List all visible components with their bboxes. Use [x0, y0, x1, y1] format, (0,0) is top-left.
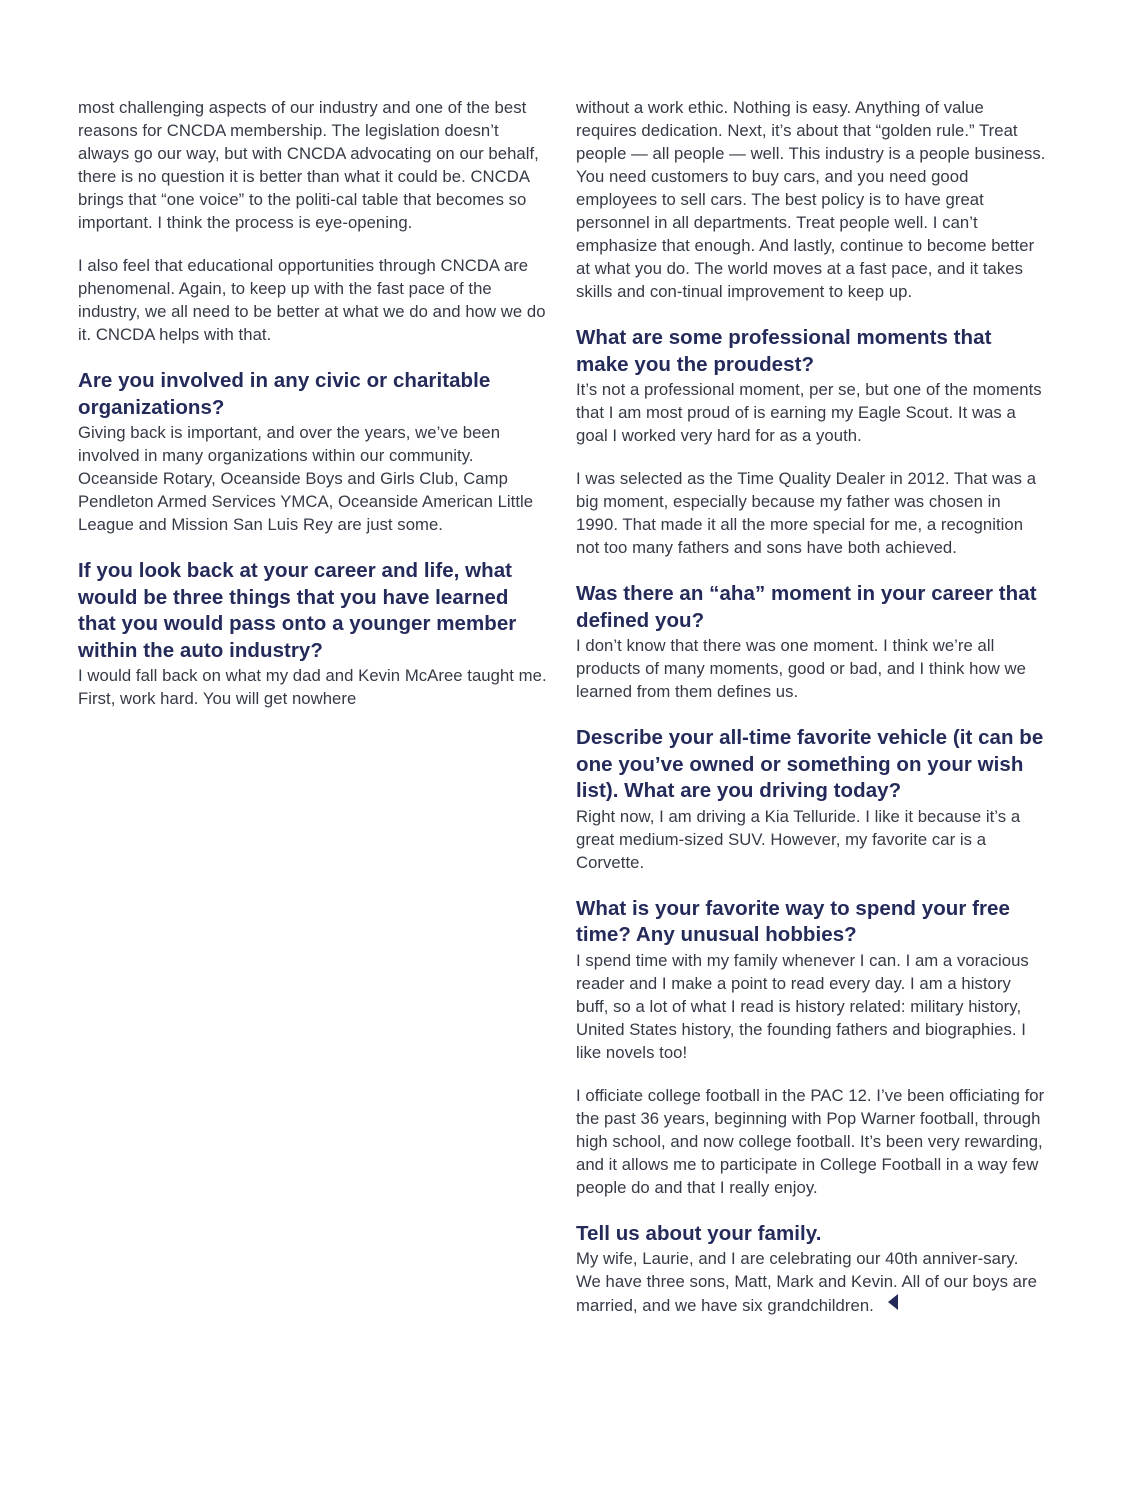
answer-proud-eagle-scout: It’s not a professional moment, per se, but one of the moments that I am most proud of is earning my Eagle Scout. It was a goal I worked very hard for as a youth.: [576, 380, 1042, 445]
section-freetime: [576, 896, 1046, 1199]
answer-aha: I don’t know that there was one moment. I think we’re all products of many moments, good or bad, and I think how we learned from them defines us.: [576, 636, 1026, 701]
question-aha: Was there an “aha” moment in your career that defined you?: [576, 582, 1037, 632]
section-vehicle: [576, 725, 1046, 874]
answer-learned-start: I would fall back on what my dad and Kevin McAree taught me. First, work hard. You will get nowhere: [78, 666, 547, 708]
answer-freetime-football: I officiate college football in the PAC 12. I’ve been officiating for the past 36 years, beginning with Pop Warner football, through high school, and now college football. It’s been very rewarding, and it allows me to participate in College Football in a way few people do and that I really enjoy.: [576, 1085, 1045, 1197]
paragraph-legislation: most challenging aspects of our industry and one of the best reasons for CNCDA membership. The legislation doesn’t always go our way, but with CNCDA advocating on our behalf, there is no question it is better than what it could be. CNCDA brings that “one voice” to the politi-cal table that becomes so important. I think the process is eye-opening.: [78, 98, 539, 232]
section-aha: [576, 581, 1046, 703]
question-learned: If you look back at your career and life, what would be three things that you have learned that you would pass onto a younger member within the auto industry?: [78, 559, 517, 662]
answer-vehicle: Right now, I am driving a Kia Telluride. I like it because it’s a great medium-sized SUV. However, my favorite car is a Corvette.: [576, 806, 1021, 872]
question-civic: Are you involved in any civic or charitable organizations?: [78, 369, 491, 419]
answer-civic: Giving back is important, and over the years, we’ve been involved in many organizations within our community. Oceanside Rotary, Oceanside Boys and Girls Club, Camp Pendleton Armed Services YMCA, Oceanside American Little League and Mission San Luis Rey are just some.: [78, 423, 534, 534]
left-triangle-icon: [888, 1293, 899, 1316]
section-civic: [78, 368, 548, 536]
left-column: [78, 96, 548, 730]
section-family: [576, 1221, 1046, 1318]
paragraph-education: I also feel that educational opportunities through CNCDA are phenomenal. Again, to keep up with the fast pace of the industry, we all need to be better at what we do and how we do it. CNCDA helps with that.: [78, 256, 546, 344]
question-proud: What are some professional moments that make you the proudest?: [576, 326, 992, 376]
answer-freetime-reading: I spend time with my family whenever I can. I am a voracious reader and I make a point to read every day. I am a history buff, so a lot of what I read is history related: military history, United States history, the founding fathers and biographies. I like novels too!: [576, 950, 1029, 1062]
question-freetime: What is your favorite way to spend your free time? Any unusual hobbies?: [576, 896, 1010, 946]
section-learned: [78, 558, 548, 710]
question-vehicle: Describe your all-time favorite vehicle (it can be one you’ve owned or something on your wish list). What are you driving today?: [576, 726, 1044, 802]
section-proud: [576, 325, 1046, 559]
answer-family-paragraph: [576, 1247, 1046, 1317]
question-family: Tell us about your family.: [576, 1221, 822, 1245]
answer-proud-quality-dealer: I was selected as the Time Quality Dealer in 2012. That was a big moment, especially because my father was chosen in 1990. That made it all the more special for me, a recognition not too many fathers and sons have both achieved.: [576, 469, 1037, 557]
answer-family: My wife, Laurie, and I are celebrating our 40th anniver-sary. We have three sons, Matt, Mark and Kevin. All of our boys are married, and we have six grandchildren.: [576, 1249, 1037, 1315]
answer-learned-continued: without a work ethic. Nothing is easy. Anything of value requires dedication. Next, it’s about that “golden rule.” Treat people — all people — well. This industry is a people business. You need customers to buy cars, and you need good employees to sell cars. The best policy is to have great personnel in all departments. Treat people well. I can’t emphasize that enough. And lastly, continue to become better at what you do. The world moves at a fast pace, and it takes skills and con-tinual improvement to keep up.: [576, 98, 1046, 301]
right-column: [576, 96, 1046, 1337]
